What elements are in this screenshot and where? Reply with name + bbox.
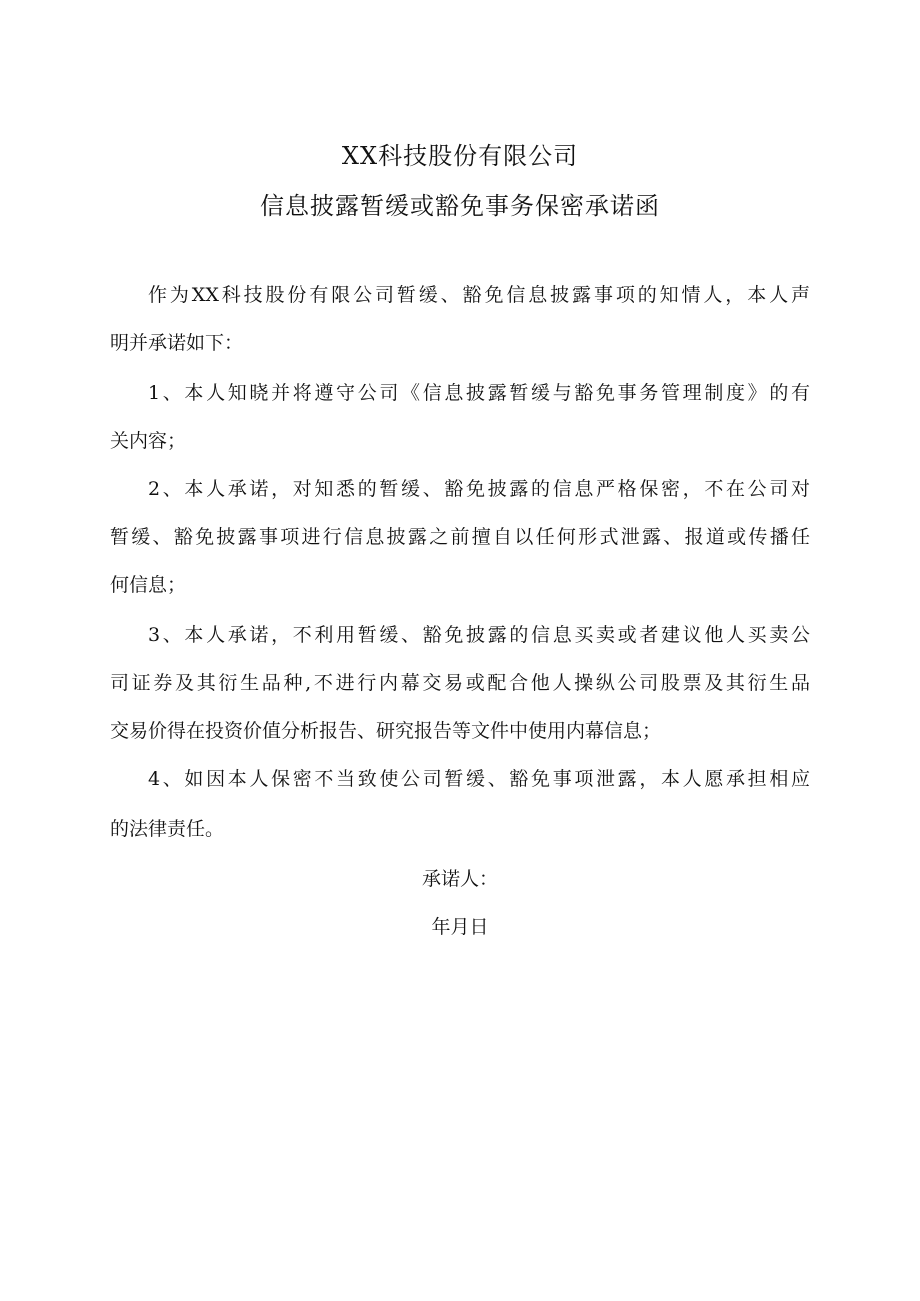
item3-line-1: 3、本人承诺，不利用暂缓、豁免披露的信息买卖或者建议他人买卖公 [148,624,810,646]
date-label: 年月日 [431,916,489,938]
company-title: XX科技股份有限公司 [341,142,579,170]
intro-line-1: 作为XX科技股份有限公司暂缓、豁免信息披露事项的知情人，本人声 [148,284,810,306]
item2-line-2: 暂缓、豁免披露事项进行信息披露之前擅自以任何形式泄露、报道或传播任 [110,526,810,548]
item4-line-2: 的法律责任。 [110,818,225,840]
item1-line-1: 1、本人知晓并将遵守公司《信息披露暂缓与豁免事务管理制度》的有 [148,382,810,404]
item2-line-3: 何信息； [110,574,187,596]
item3-line-2: 司证券及其衍生品种,不进行内幕交易或配合他人操纵公司股票及其衍生品 [110,672,810,694]
signer-label: 承诺人： [421,868,498,890]
document-title: 信息披露暂缓或豁免事务保密承诺函 [260,192,660,220]
item3-line-3: 交易价得在投资价值分析报告、研究报告等文件中使用内幕信息； [110,720,662,742]
item4-line-1: 4、如因本人保密不当致使公司暂缓、豁免事项泄露，本人愿承担相应 [148,768,810,790]
intro-line-2: 明并承诺如下： [110,332,244,354]
item2-line-1: 2、本人承诺，对知悉的暂缓、豁免披露的信息严格保密，不在公司对 [148,478,810,500]
item1-line-2: 关内容； [110,430,187,452]
